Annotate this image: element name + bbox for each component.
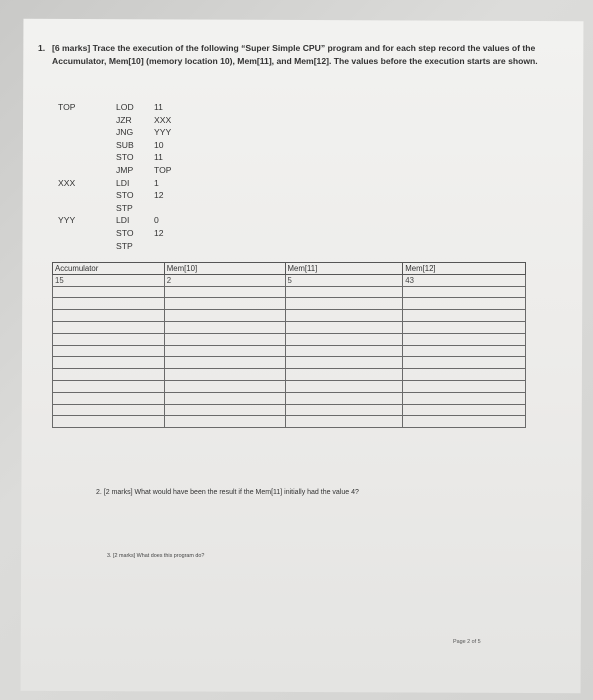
trace-empty-cell — [403, 286, 526, 298]
trace-empty-row — [53, 321, 526, 333]
question-3: 3. [2 marks] What does this program do? — [107, 553, 205, 559]
trace-empty-row — [53, 298, 526, 310]
initial-accumulator: 15 — [53, 274, 165, 286]
initial-mem12: 43 — [403, 274, 526, 286]
trace-empty-cell — [164, 298, 285, 310]
program-operand: 0 — [154, 215, 159, 226]
trace-empty-row — [53, 310, 526, 322]
trace-empty-cell — [53, 310, 165, 322]
program-opcode: STP — [116, 240, 133, 251]
trace-empty-cell — [164, 333, 285, 345]
initial-mem11: 5 — [285, 274, 403, 286]
trace-empty-row — [53, 357, 526, 369]
program-operand: 11 — [154, 152, 163, 163]
question-1-text: [6 marks] Trace the execution of the following “Super Simple CPU” program and for each step record the values of the Accumulator, Mem[10] (memory location 10), Mem[11], and Mem[12]. The values before the execution starts are shown. — [52, 43, 538, 66]
trace-empty-row — [53, 416, 526, 428]
trace-empty-cell — [53, 298, 165, 310]
trace-empty-cell — [403, 369, 526, 381]
program-opcode: LDI — [116, 177, 130, 188]
trace-empty-cell — [53, 380, 165, 392]
trace-empty-cell — [164, 392, 285, 404]
trace-empty-cell — [53, 369, 165, 381]
trace-empty-cell — [53, 286, 165, 298]
program-operand: 12 — [154, 190, 164, 201]
trace-empty-cell — [164, 416, 285, 428]
program-operand: 12 — [154, 228, 164, 238]
trace-empty-cell — [403, 321, 526, 333]
trace-empty-cell — [164, 345, 285, 357]
program-opcode: STO — [116, 228, 134, 238]
trace-empty-row — [53, 286, 526, 298]
trace-empty-cell — [53, 404, 165, 416]
initial-mem10: 2 — [164, 274, 285, 286]
trace-empty-cell — [164, 404, 285, 416]
trace-empty-cell — [285, 286, 403, 298]
trace-empty-cell — [285, 345, 403, 357]
trace-empty-cell — [403, 416, 526, 428]
trace-empty-cell — [285, 404, 403, 416]
program-label: YYY — [58, 215, 76, 226]
trace-empty-cell — [53, 392, 165, 404]
program-label: TOP — [58, 102, 76, 112]
trace-empty-cell — [285, 321, 403, 333]
trace-empty-row — [53, 392, 526, 404]
trace-empty-cell — [285, 298, 403, 310]
trace-empty-cell — [53, 321, 165, 333]
trace-empty-cell — [164, 321, 285, 333]
header-mem11: Mem[11] — [285, 263, 403, 275]
program-opcode: LDI — [116, 215, 130, 226]
header-mem10: Mem[10] — [164, 263, 285, 275]
program-opcode: JNG — [116, 127, 134, 138]
trace-table — [52, 262, 526, 428]
program-opcode: JZR — [116, 114, 132, 125]
trace-empty-row — [53, 404, 526, 416]
trace-empty-cell — [403, 333, 526, 345]
program-opcode: STO — [116, 190, 134, 201]
program-operand: XXX — [154, 114, 172, 125]
trace-initial-row — [53, 274, 526, 286]
trace-empty-cell — [403, 298, 526, 310]
program-operand: TOP — [154, 165, 172, 175]
program-opcode: STP — [116, 202, 133, 213]
trace-empty-cell — [164, 310, 285, 322]
trace-empty-cell — [285, 310, 403, 322]
trace-empty-cell — [285, 369, 403, 381]
program-operand: 1 — [154, 177, 159, 188]
header-accumulator: Accumulator — [53, 263, 165, 275]
program-opcode: SUB — [116, 139, 134, 150]
trace-empty-cell — [285, 357, 403, 369]
trace-empty-cell — [164, 286, 285, 298]
trace-header-row — [53, 263, 526, 275]
trace-empty-row — [53, 345, 526, 357]
trace-empty-cell — [53, 416, 165, 428]
program-label: XXX — [58, 177, 76, 188]
program-opcode: STO — [116, 152, 134, 163]
trace-empty-cell — [285, 333, 403, 345]
trace-empty-cell — [53, 333, 165, 345]
trace-empty-cell — [403, 404, 526, 416]
question-1-number: 1. — [38, 43, 46, 53]
page-footer: Page 2 of 5 — [453, 639, 481, 645]
trace-empty-cell — [53, 345, 165, 357]
trace-empty-cell — [285, 380, 403, 392]
header-mem12: Mem[12] — [403, 263, 526, 275]
program-operand: 11 — [154, 102, 163, 112]
trace-empty-cell — [53, 357, 165, 369]
trace-empty-cell — [403, 380, 526, 392]
question-2: 2. [2 marks] What would have been the result if the Mem[11] initially had the value 4? — [96, 489, 359, 496]
trace-empty-cell — [403, 392, 526, 404]
trace-empty-row — [53, 380, 526, 392]
trace-empty-cell — [164, 380, 285, 392]
program-operand: YYY — [154, 127, 172, 138]
program-operand: 10 — [154, 139, 164, 150]
program-opcode: JMP — [116, 165, 134, 175]
trace-empty-cell — [403, 310, 526, 322]
trace-empty-cell — [285, 416, 403, 428]
trace-empty-cell — [403, 345, 526, 357]
trace-empty-cell — [285, 392, 403, 404]
trace-empty-cell — [164, 369, 285, 381]
trace-empty-cell — [403, 357, 526, 369]
trace-empty-row — [53, 369, 526, 381]
trace-empty-cell — [164, 357, 285, 369]
trace-empty-row — [53, 333, 526, 345]
program-opcode: LOD — [116, 102, 134, 112]
